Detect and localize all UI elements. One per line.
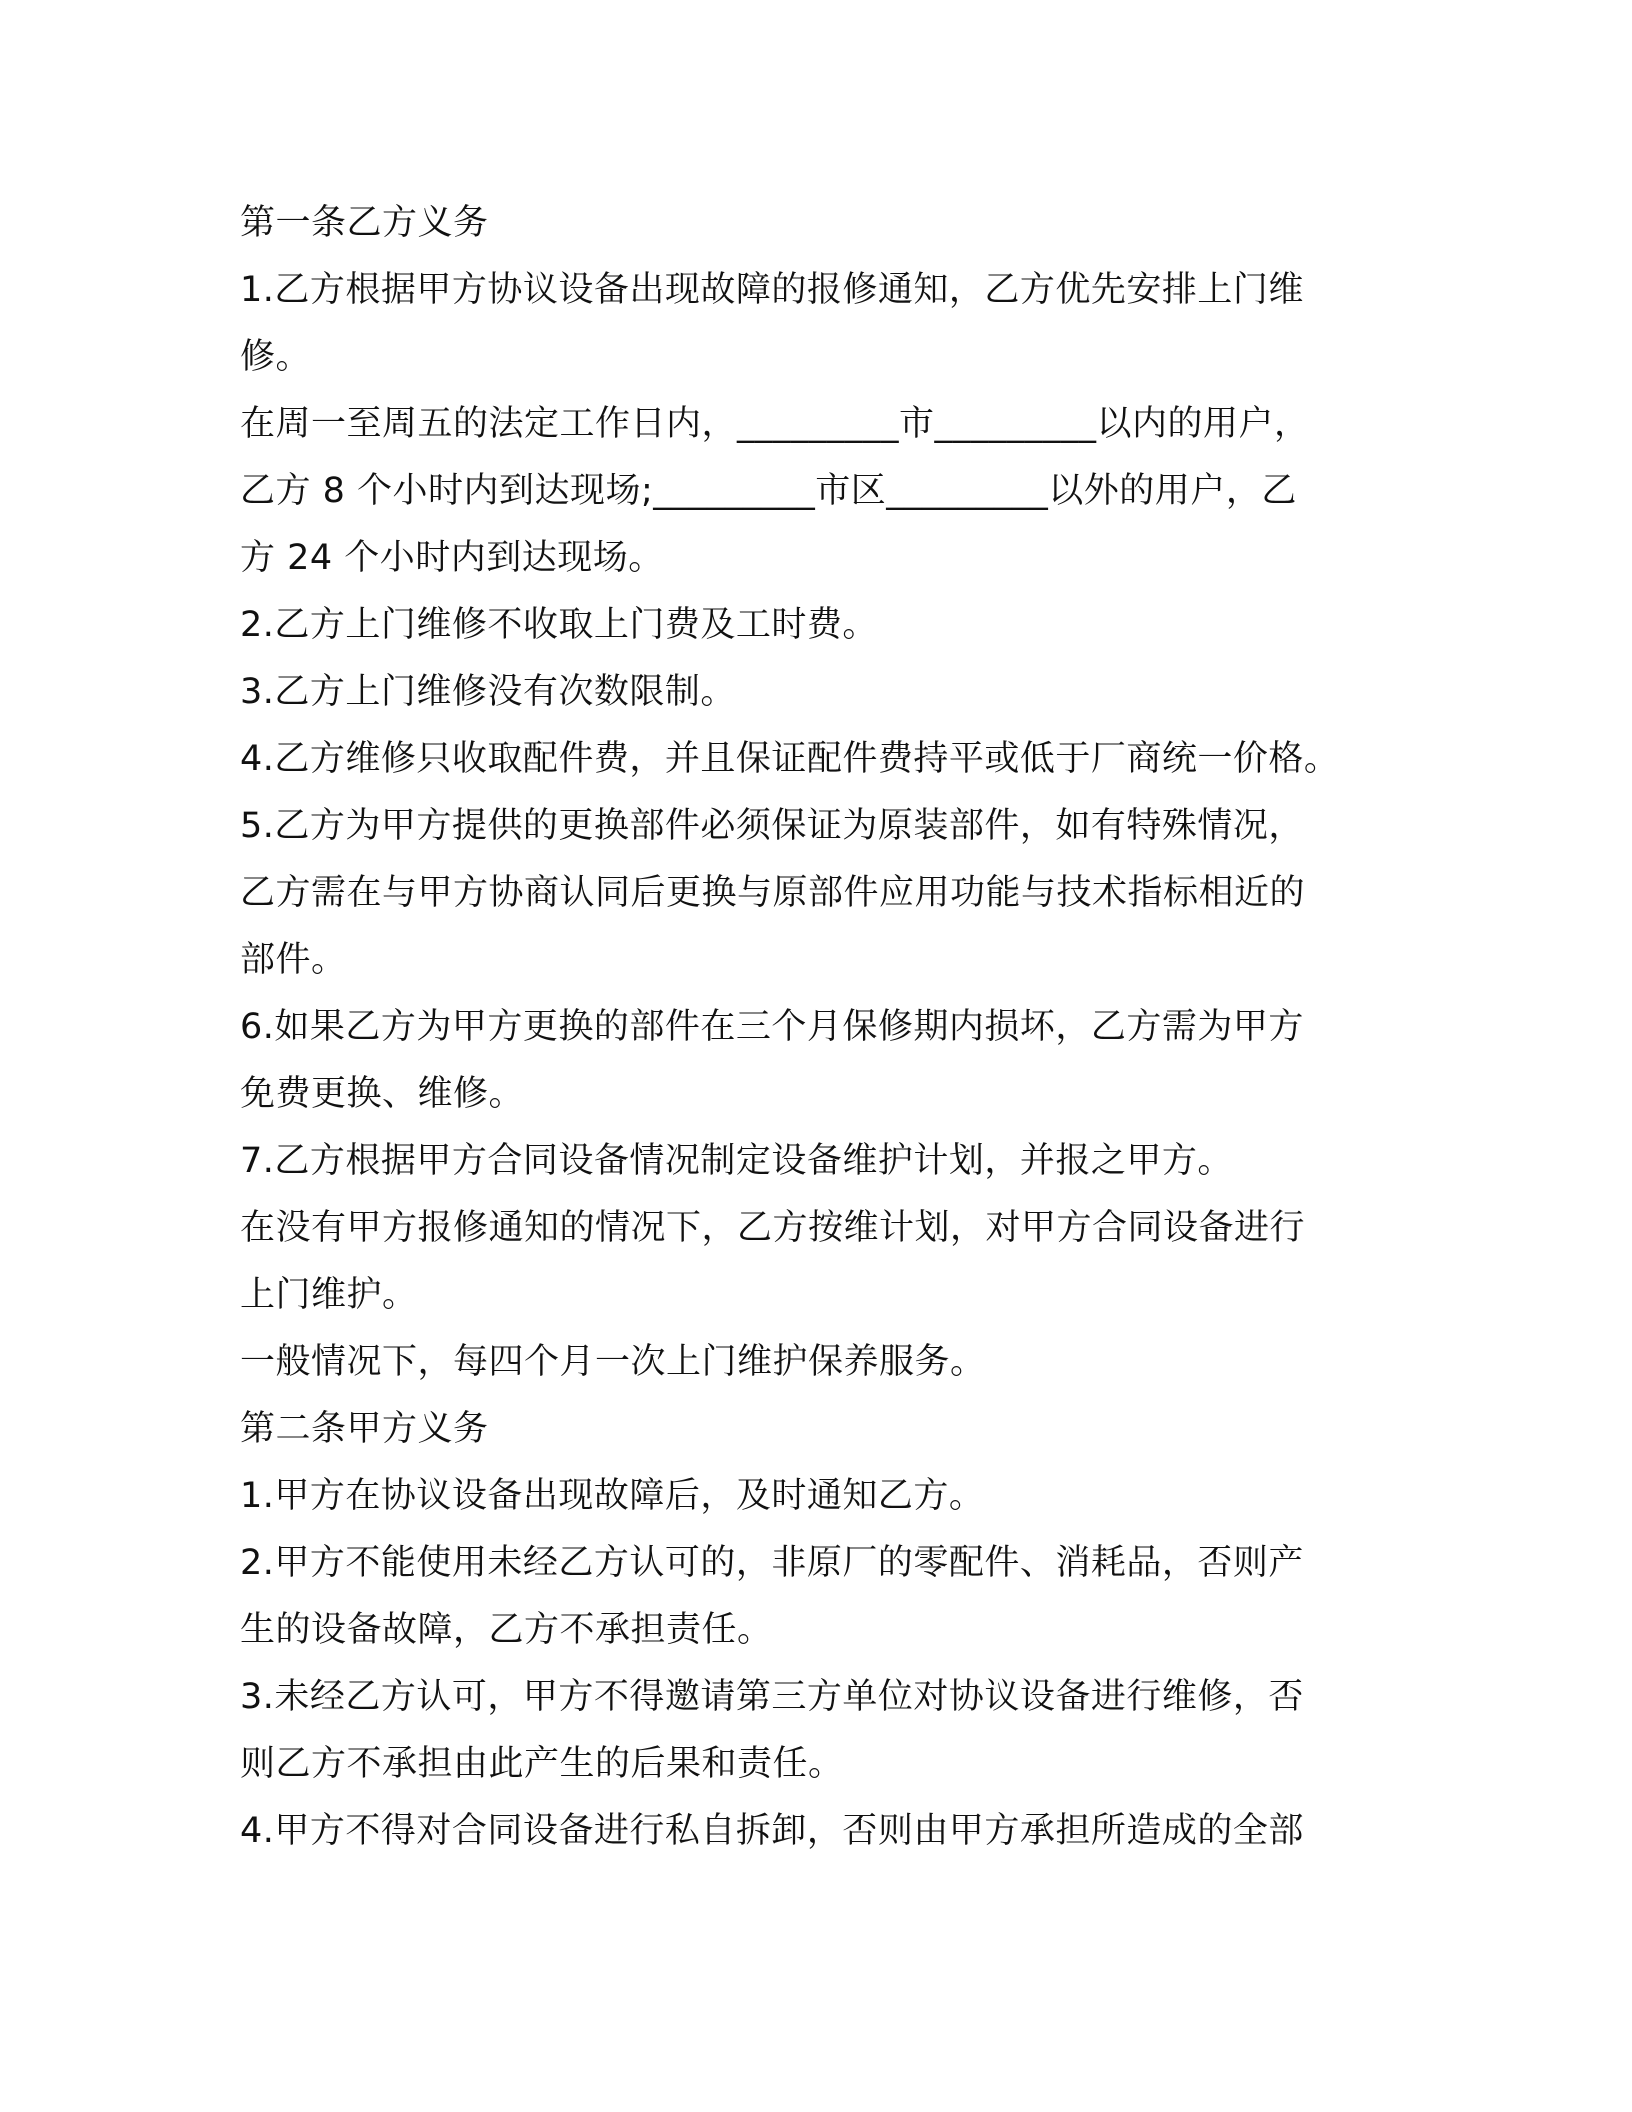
paragraph-line: 生的设备故障，乙方不承担责任。 — [240, 1610, 773, 1650]
paragraph-line: 在周一至周五的法定工作日内，_________市_________以内的用户， — [240, 404, 1310, 444]
paragraph-line: 3.乙方上门维修没有次数限制。 — [240, 672, 736, 712]
paragraph-line: 2.乙方上门维修不收取上门费及工时费。 — [240, 605, 878, 645]
paragraph-line: 4.乙方维修只收取配件费，并且保证配件费持平或低于厂商统一价格。 — [240, 739, 1340, 779]
paragraph-line: 6.如果乙方为甲方更换的部件在三个月保修期内损坏，乙方需为甲方 — [240, 1007, 1304, 1047]
document-page — [240, 190, 1390, 1865]
paragraph-line: 上门维护。 — [240, 1275, 418, 1315]
paragraph-line: 部件。 — [240, 940, 347, 980]
paragraph-line: 4.甲方不得对合同设备进行私自拆卸，否则由甲方承担所造成的全部 — [240, 1811, 1304, 1851]
paragraph-line: 1.甲方在协议设备出现故障后，及时通知乙方。 — [240, 1476, 985, 1516]
paragraph-line: 在没有甲方报修通知的情况下，乙方按维计划，对甲方合同设备进行 — [240, 1208, 1306, 1248]
paragraph-line: 修。 — [240, 337, 312, 377]
paragraph-line: 方 24 个小时内到达现场。 — [240, 538, 664, 578]
paragraph-line: 2.甲方不能使用未经乙方认可的，非原厂的零配件、消耗品，否则产 — [240, 1543, 1304, 1583]
paragraph-line: 5.乙方为甲方提供的更换部件必须保证为原装部件，如有特殊情况， — [240, 806, 1304, 846]
paragraph-line: 乙方需在与甲方协商认同后更换与原部件应用功能与技术指标相近的 — [240, 873, 1306, 913]
paragraph-line: 一般情况下，每四个月一次上门维护保养服务。 — [240, 1342, 986, 1382]
paragraph-line: 则乙方不承担由此产生的后果和责任。 — [240, 1744, 844, 1784]
paragraph-line: 1.乙方根据甲方协议设备出现故障的报修通知，乙方优先安排上门维 — [240, 270, 1304, 310]
paragraph-line: 乙方 8 个小时内到达现场;_________市区_________以外的用户，乙 — [240, 471, 1297, 511]
section-heading-party-a-obligations: 第二条甲方义务 — [240, 1409, 489, 1449]
paragraph-line: 免费更换、维修。 — [240, 1074, 525, 1114]
section-heading-party-b-obligations: 第一条乙方义务 — [240, 203, 489, 243]
paragraph-line: 7.乙方根据甲方合同设备情况制定设备维护计划，并报之甲方。 — [240, 1141, 1233, 1181]
paragraph-line: 3.未经乙方认可，甲方不得邀请第三方单位对协议设备进行维修，否 — [240, 1677, 1304, 1717]
